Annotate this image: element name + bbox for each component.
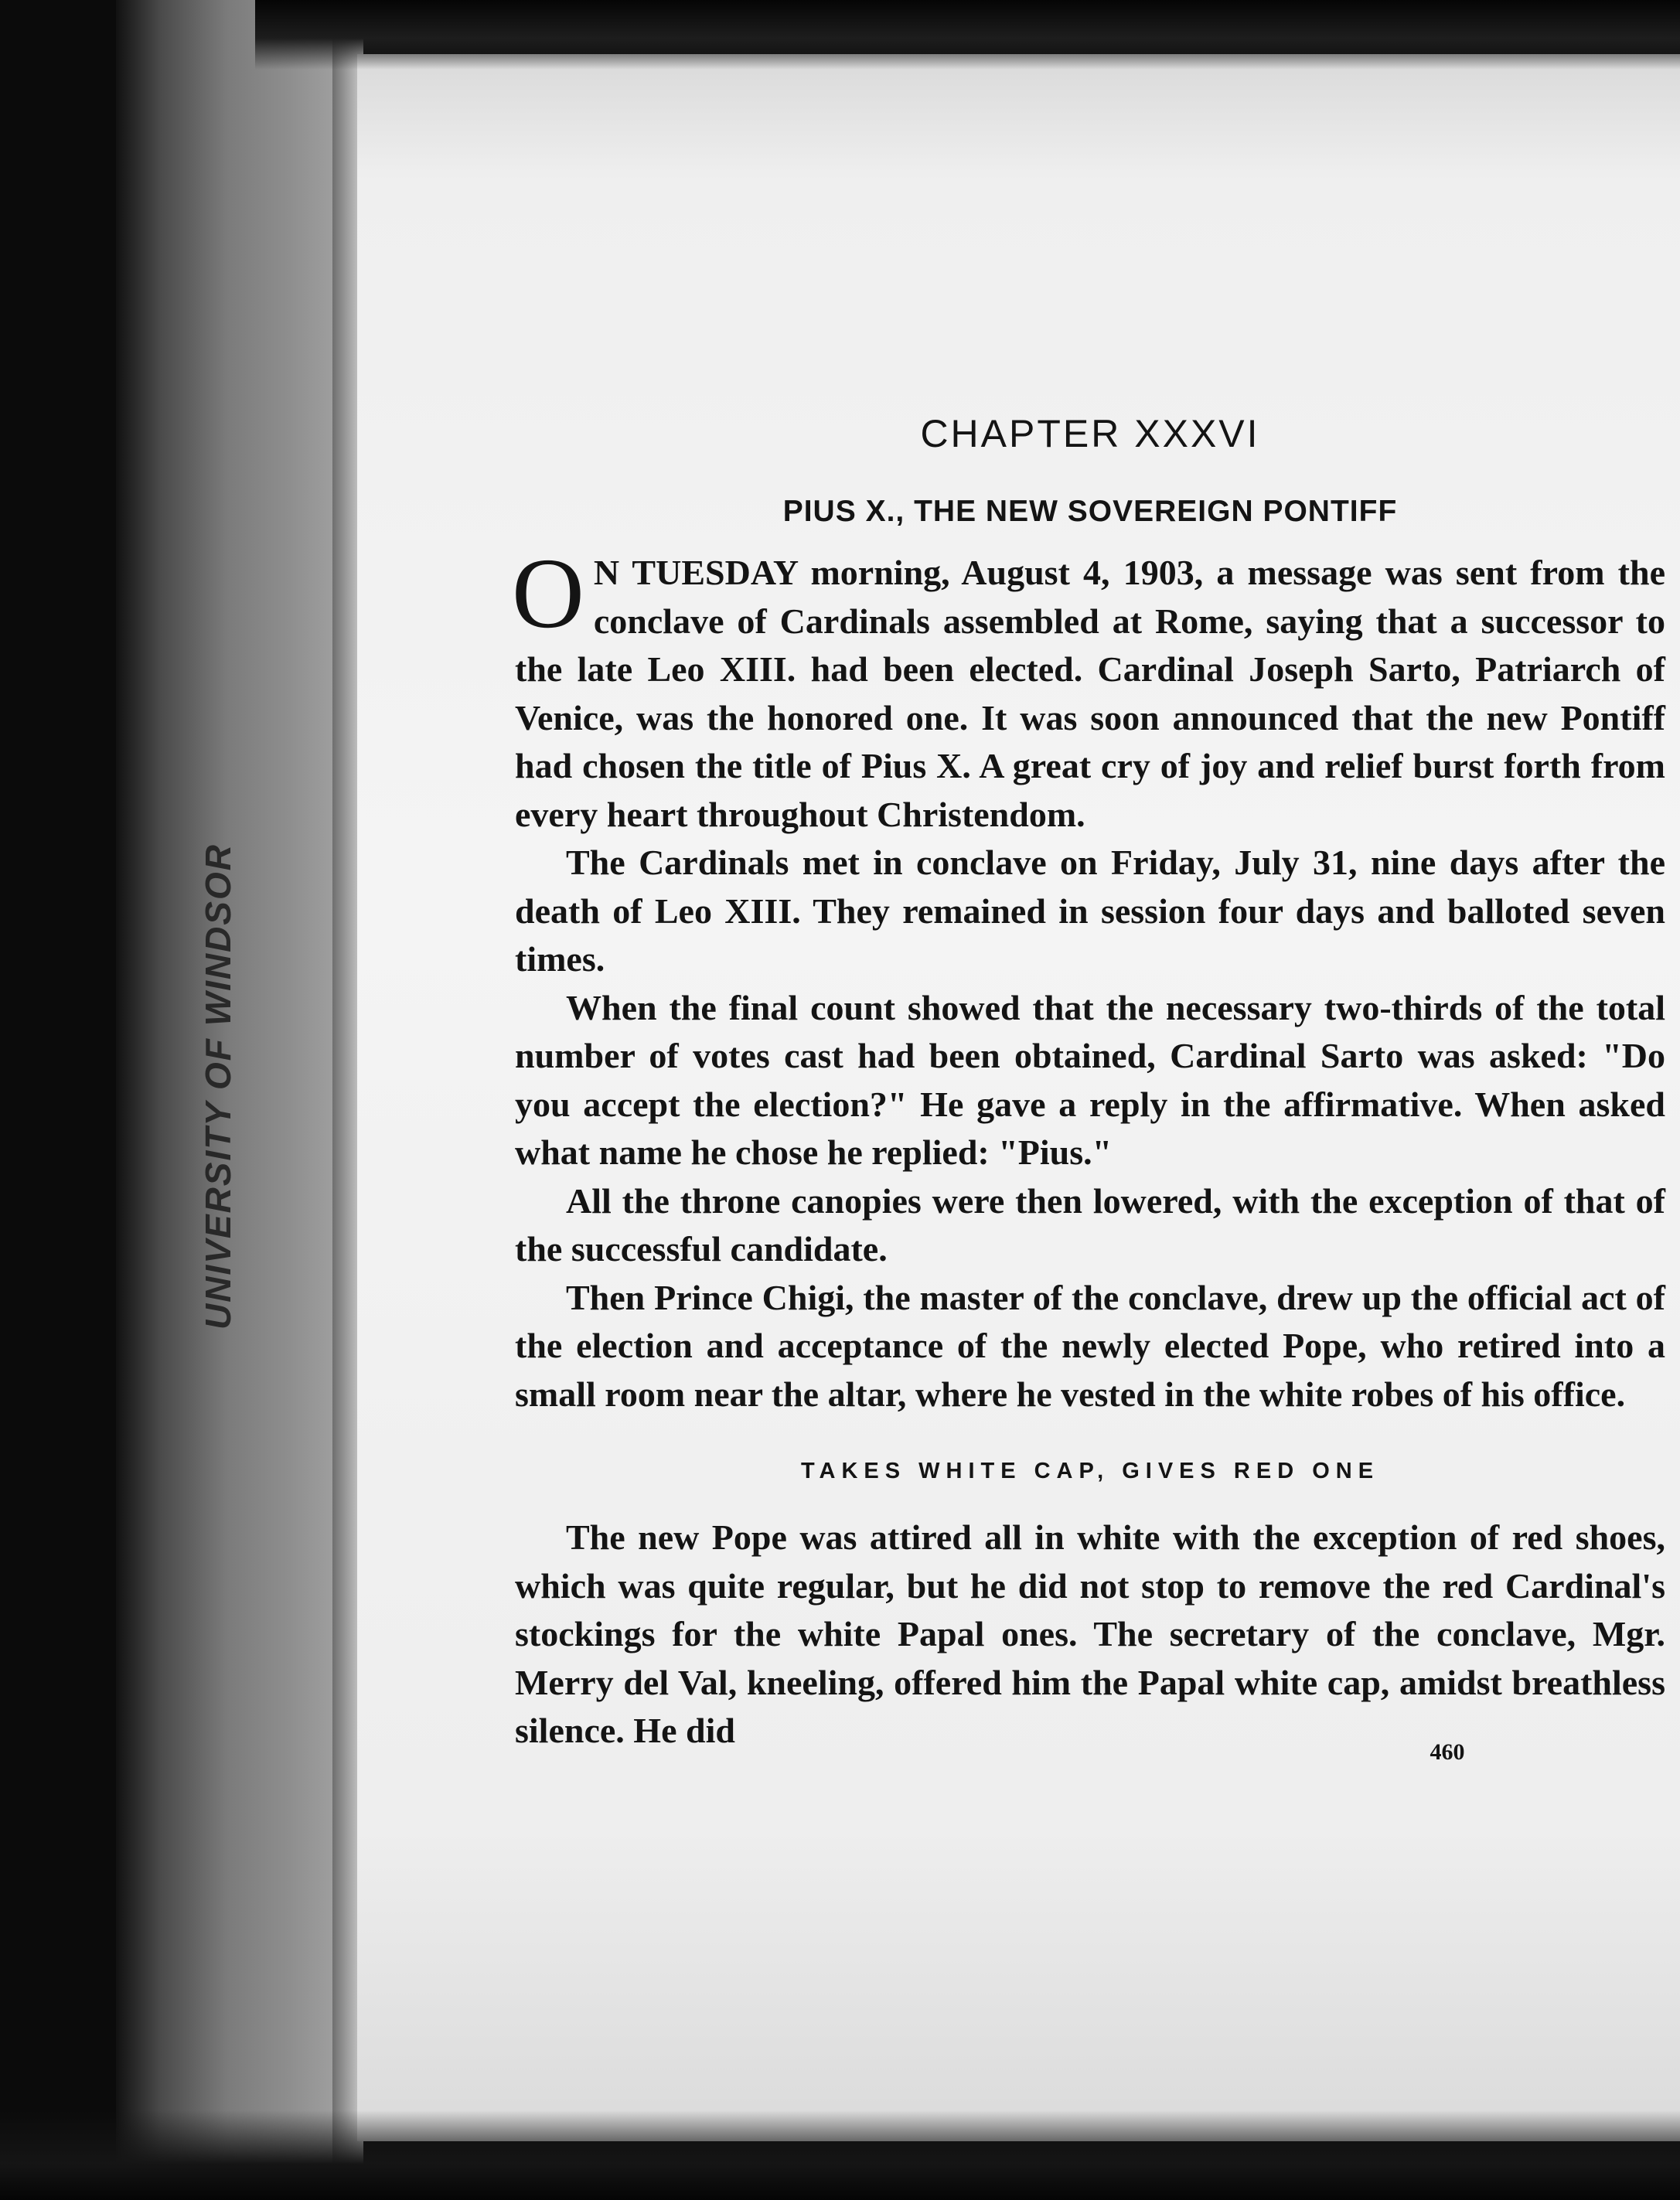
chapter-heading: CHAPTER XXXVI	[920, 412, 1260, 455]
paragraph-1-text: N TUESDAY morning, August 4, 1903, a message was sent from the conclave of Cardinals assembled at Rome, saying that a successor to the late Leo XIII. had been elected. Cardinal Joseph Sarto, Patriarch of Venice, was the honored one. It was soon announced that the new Pontiff had chosen the title of Pius X. A great cry of joy and relief burst forth from every heart throughout Christendom.	[515, 553, 1665, 834]
paragraph-1	[512, 538, 1665, 839]
book-page	[357, 54, 1680, 2141]
top-scan-shadow	[255, 0, 1680, 70]
drop-cap: O	[512, 538, 584, 649]
page-text	[512, 387, 1665, 1756]
library-stamp: UNIVERSITY OF WINDSOR	[198, 843, 238, 1330]
paragraph-3: When the final count showed that the necessary two-thirds of the total number of votes cast had been obtained, Cardinal Sarto was asked: "Do you accept the election?" He gave a reply in the affirmative. When asked what name he chose he replied: "Pius."	[515, 987, 1665, 1172]
paragraph-2: The Cardinals met in conclave on Friday, July 31, nine days after the death of Leo XIII. They remained in session four days and balloted seven times.	[515, 843, 1665, 979]
chapter-title: PIUS X., THE NEW SOVEREIGN PONTIFF	[782, 495, 1398, 528]
paragraph-5: Then Prince Chigi, the master of the conclave, drew up the official act of the election and acceptance of the newly elected Pope, who retired into a small room near the altar, where he vested in the white robes of his office.	[515, 1277, 1665, 1414]
book-binding	[116, 0, 363, 2200]
section-heading: TAKES WHITE CAP, GIVES RED ONE	[800, 1459, 1380, 1483]
paragraph-4: All the throne canopies were then lowered, with the exception of that of the successful candidate.	[515, 1180, 1665, 1269]
page-number: 460	[1430, 1739, 1465, 1765]
bottom-scan-shadow	[0, 2110, 1680, 2200]
paragraph-6: The new Pope was attired all in white with the exception of red shoes, which was quite regular, but he did not stop to remove the red Cardinal's stockings for the white Papal ones. The secretary of the conclave, Mgr. Merry del Val, kneeling, offered him the Papal white cap, amidst breathless silence. He did	[515, 1517, 1665, 1750]
